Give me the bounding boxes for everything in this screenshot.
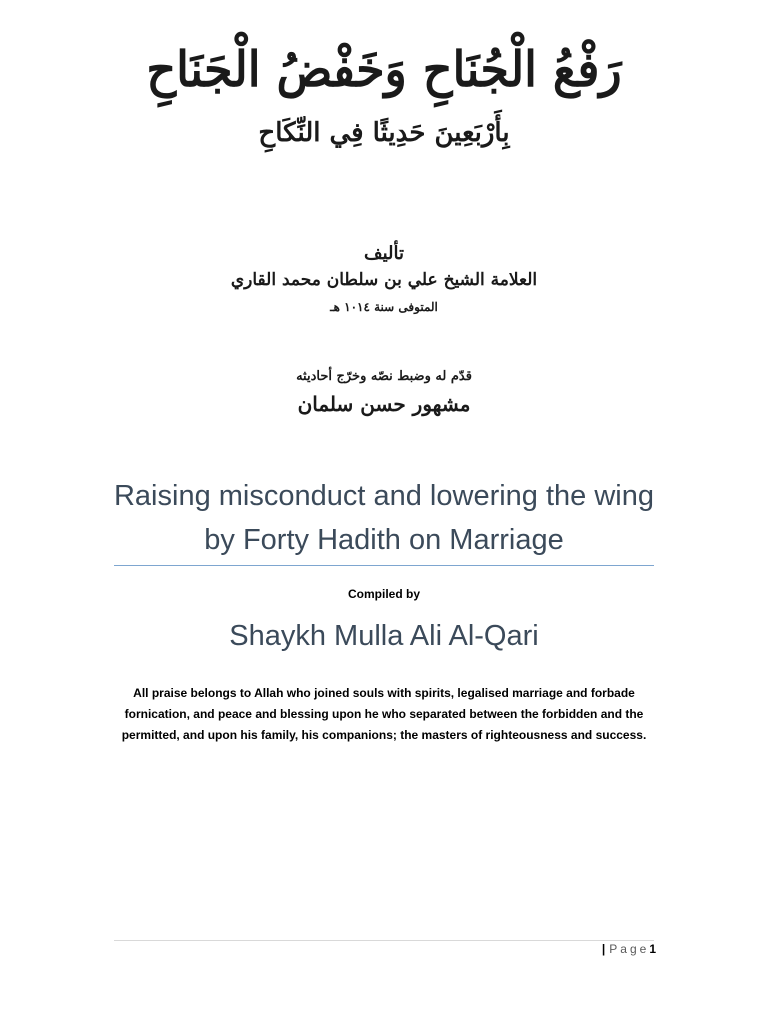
page-footer	[602, 942, 656, 956]
english-title: Raising misconduct and lowering the wing by Forty Hadith on Marriage	[113, 480, 654, 556]
arabic-editor-name: مشهور حسن سلمان	[297, 392, 471, 416]
page-label: Page	[609, 942, 650, 956]
page-number: 1	[649, 942, 656, 956]
arabic-subtitle: بِأَرْبَعِينَ حَدِيثًا فِي النِّكَاحِ	[258, 118, 510, 148]
arabic-author-label: تأليف	[363, 243, 405, 264]
arabic-death-date: المتوفى سنة ١٠١٤ هـ	[330, 300, 438, 314]
title-divider	[114, 565, 654, 566]
arabic-author-name: العلامة الشيخ علي بن سلطان محمد القاري	[230, 270, 538, 290]
praise-paragraph: All praise belongs to Allah who joined souls with spirits, legalised marriage and forbade fornication, and peace and blessing upon he who separated between the forbidden and the permitted, and upon his family, his companions; the masters of righteousness and success.	[121, 686, 647, 742]
footer-divider	[114, 940, 654, 941]
arabic-title: رَفْعُ الْجُنَاحِ وَخَفْضُ الْجَنَاحِ	[146, 40, 622, 98]
arabic-editor-label: قدّم له وضبط نصّه وخرّج أحاديثه	[296, 369, 472, 384]
author-name: Shaykh Mulla Ali Al-Qari	[229, 620, 539, 652]
footer-separator: |	[601, 942, 606, 956]
compiled-by-label: Compiled by	[347, 587, 420, 601]
